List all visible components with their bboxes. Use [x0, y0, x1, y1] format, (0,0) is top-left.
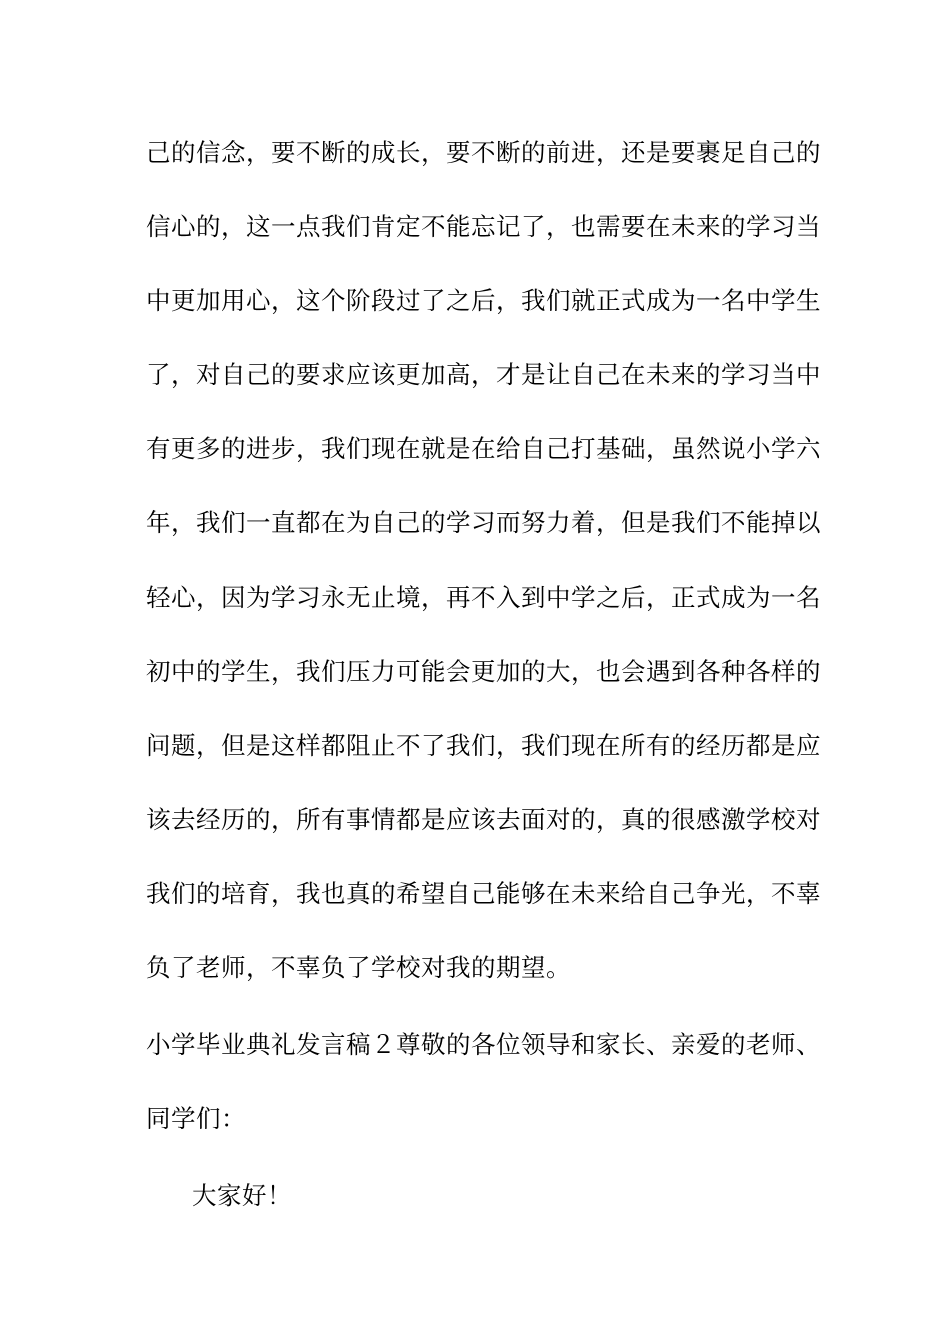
section-heading-line-1: 小学毕业典礼发言稿２尊敬的各位领导和家长、亲爱的老师、: [146, 1030, 821, 1059]
section-heading-line-2: 同学们：: [146, 1104, 246, 1133]
paragraph-line: 问题，但是这样都阻止不了我们，我们现在所有的经历都是应: [146, 731, 821, 760]
paragraph-line: 初中的学生，我们压力可能会更加的大，也会遇到各种各样的: [146, 657, 821, 686]
paragraph-line: 年，我们一直都在为自己的学习而努力着，但是我们不能掉以: [146, 508, 821, 537]
greeting-line: 大家好！: [192, 1181, 292, 1210]
paragraph-line: 中更加用心，这个阶段过了之后，我们就正式成为一名中学生: [146, 286, 821, 315]
paragraph-line: 负了老师，不辜负了学校对我的期望。: [146, 953, 571, 982]
paragraph-line: 了，对自己的要求应该更加高，才是让自己在未来的学习当中: [146, 360, 821, 389]
paragraph-line: 信心的，这一点我们肯定不能忘记了，也需要在未来的学习当: [146, 212, 821, 241]
paragraph-line: 该去经历的，所有事情都是应该去面对的，真的很感激学校对: [146, 805, 821, 834]
paragraph-line: 轻心，因为学习永无止境，再不入到中学之后，正式成为一名: [146, 583, 821, 612]
paragraph-line: 有更多的进步，我们现在就是在给自己打基础，虽然说小学六: [146, 434, 821, 463]
paragraph-line: 我们的培育，我也真的希望自己能够在未来给自己争光，不辜: [146, 879, 821, 908]
paragraph-line: 己的信念，要不断的成长，要不断的前进，还是要裹足自己的: [146, 138, 821, 167]
